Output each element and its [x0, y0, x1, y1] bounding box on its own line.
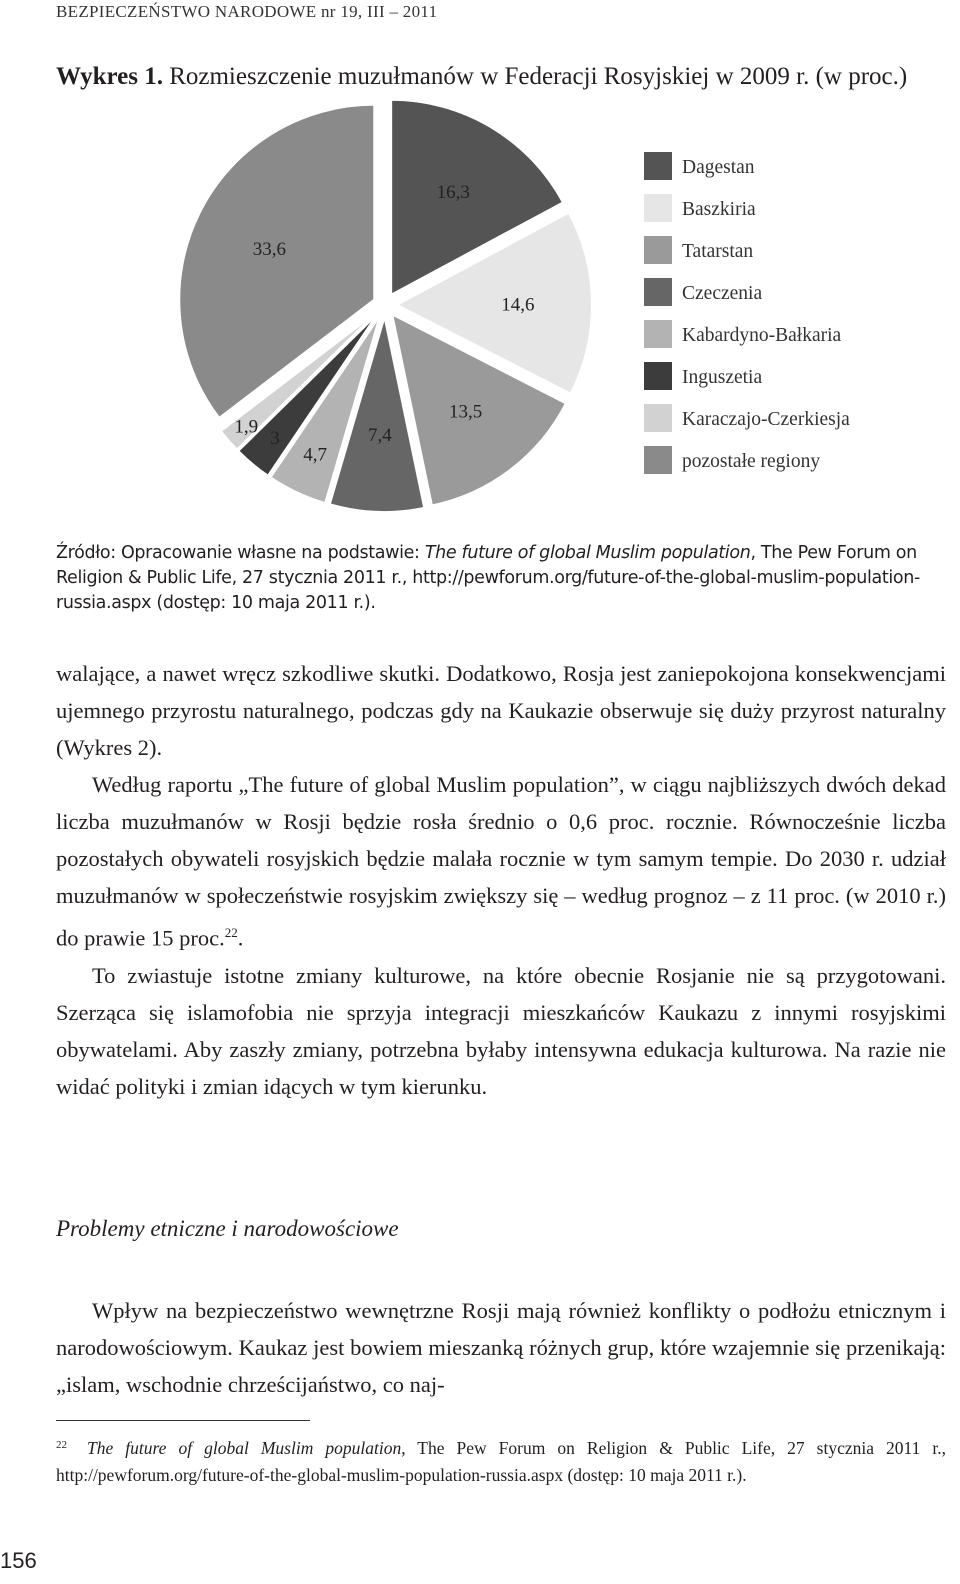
chart-source — [56, 541, 946, 616]
paragraph-3: To zwiastuje istotne zmiany kulturowe, na które obecnie Rosjanie nie są przygotowani. Szerząca się islamofobia nie sprzyja integracji mieszkańców Kaukazu z innymi rosyjskimi obywatelami. Aby zaszły zmiany, potrzebna byłaby intensywna edukacja kulturowa. Na razie nie widać polityki i zmian idących w tym kierunku. — [56, 962, 946, 1099]
running-header: BEZPIECZEŃSTWO NARODOWE nr 19, III – 2011 — [56, 2, 438, 21]
pie-value-label: 33,6 — [252, 238, 287, 260]
legend-label: Dagestan — [682, 157, 755, 178]
pie-value-label: 3 — [270, 428, 280, 450]
legend-swatch — [644, 362, 672, 390]
page-number: 156 — [0, 1548, 37, 1573]
legend-swatch — [644, 404, 672, 432]
paragraph-2 — [56, 766, 946, 957]
source-prefix: Źródło: Opracowanie własne na podstawie: — [56, 543, 425, 563]
footnote-ref: 22 — [224, 925, 238, 940]
section-title: Problemy etniczne i narodowościowe — [56, 1216, 399, 1241]
pie-value-label: 1,9 — [234, 416, 259, 438]
legend-swatch — [644, 194, 672, 222]
footnote-italic-title: The future of global Muslim population — [87, 1438, 402, 1458]
legend-swatch — [644, 446, 672, 474]
paragraph-2-text: Według raportu „The future of global Muslim population”, w ciągu najbliższych dwóch dekad liczba muzułmanów w Rosji będzie rosła średnio o 0,6 proc. rocznie. Równocześnie liczba pozostałych obywateli rosyjskich będzie malała rocznie w tym samym tempie. Do 2030 r. udział muzułmanów w społeczeństwie rosyjskim zwiększy się – według prognoz – z 11 proc. (w 2010 r.) do prawie 15 proc. — [56, 772, 946, 951]
chart-title-text: Rozmieszczenie muzułmanów w Federacji Rosyjskiej w 2009 r. (w proc.) — [169, 63, 908, 90]
source-italic-title: The future of global Muslim population — [424, 543, 751, 563]
legend-label: Czeczenia — [682, 283, 763, 304]
pie-value-label: 16,3 — [436, 181, 470, 203]
paragraph-4: Wpływ na bezpieczeństwo wewnętrzne Rosji mają również konflikty o podłożu etnicznym i narodowościowym. Kaukaz jest bowiem mieszanką różnych grup, które wzajemnie się przenikają: „islam, wschodnie chrześcijaństwo, co naj- — [56, 1298, 946, 1397]
body-text-upper — [56, 655, 946, 1105]
pie-value-label: 4,7 — [303, 444, 328, 466]
paragraph-2-end: . — [237, 925, 244, 951]
pie-value-label: 7,4 — [368, 424, 392, 446]
body-text-lower — [56, 1292, 946, 1403]
footnote-divider — [56, 1420, 310, 1421]
footnote — [56, 1432, 946, 1489]
paragraph-1: walające, a nawet wręcz szkodliwe skutki. Dodatkowo, Rosja jest zaniepokojona konsekwencjami ujemnego przyrostu naturalnego, podczas gdy na Kaukazie obserwuje się duży przyrost naturalny (Wykres 2). — [56, 661, 946, 760]
pie-value-label: 13,5 — [448, 401, 483, 423]
chart-title — [56, 58, 936, 95]
source-suffix: , The Pew Forum on Religion & Public Life, 27 stycznia 2011 r., http://pewforum.org/future-of-the-global-muslim-population-russia.aspx (dostęp: 10 maja 2011 r.). — [56, 543, 920, 613]
legend-swatch — [644, 152, 672, 180]
footnote-text: , The Pew Forum on Religion & Public Life, 27 stycznia 2011 r., http://pewforum.org/future-of-the-global-muslim-population-russia.aspx (dostęp: 10 maja 2011 r.). — [56, 1438, 946, 1485]
legend-label: pozostałe regiony — [682, 451, 821, 472]
legend-label: Kabardyno-Bałkaria — [682, 325, 842, 346]
legend-swatch — [644, 278, 672, 306]
chart-title-prefix: Wykres 1. — [56, 63, 163, 90]
legend-label: Inguszetia — [682, 367, 763, 388]
legend-swatch — [644, 320, 672, 348]
legend-label: Tatarstan — [682, 241, 754, 262]
footnote-number: 22 — [56, 1439, 67, 1451]
pie-chart — [0, 100, 960, 550]
legend-swatch — [644, 236, 672, 264]
pie-value-label: 14,6 — [501, 294, 535, 316]
legend-label: Baszkiria — [682, 199, 756, 220]
legend-label: Karaczajo-Czerkiesja — [682, 409, 850, 430]
